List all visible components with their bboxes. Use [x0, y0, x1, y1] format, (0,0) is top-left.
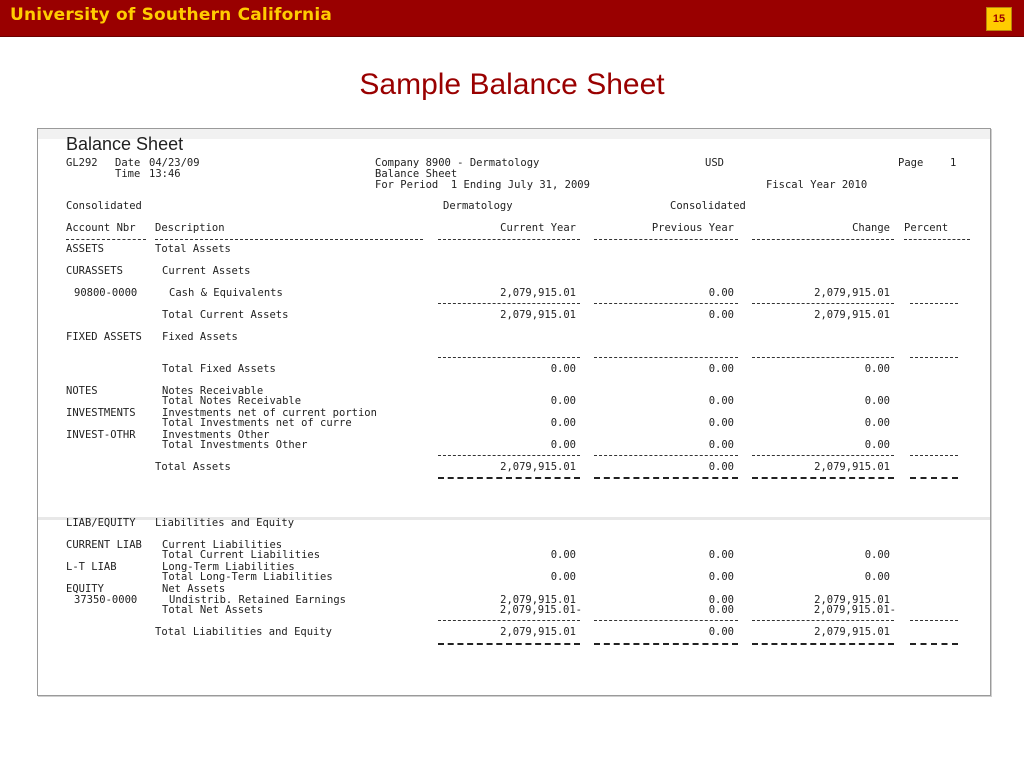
company-name: Company 8900 - Dermatology	[375, 157, 540, 169]
line-description: Investments net of current portion	[162, 407, 377, 419]
previous-year-value: 0.00	[708, 363, 734, 375]
university-wordmark: University of Southern California	[10, 5, 333, 25]
line-description: Total Current Liabilities	[162, 549, 321, 561]
subtotal-rule	[752, 620, 894, 621]
previous-year-value: 0.00	[708, 439, 734, 451]
subtotal-rule	[438, 620, 580, 621]
current-year-value: 0.00	[550, 549, 576, 561]
change-value: 0.00	[864, 363, 890, 375]
change-value: 2,079,915.01	[814, 461, 890, 473]
line-description: Current Assets	[162, 265, 251, 277]
line-description: Total Investments Other	[162, 439, 308, 451]
slide-number-badge: 15	[986, 7, 1012, 31]
subtotal-rule	[594, 357, 738, 358]
subtotal-rule	[752, 357, 894, 358]
line-description: Total Long-Term Liabilities	[162, 571, 333, 583]
header-banner	[0, 0, 1024, 37]
group-consolidated-left: Consolidated	[66, 200, 142, 212]
account-code: CURRENT LIAB	[66, 539, 142, 551]
previous-year-value: 0.00	[708, 594, 734, 606]
change-value: 0.00	[864, 395, 890, 407]
subtotal-rule	[910, 303, 958, 304]
subtotal-rule	[594, 303, 738, 304]
column-header-current-year: Current Year	[500, 222, 576, 234]
current-year-value: 2,079,915.01	[500, 287, 576, 299]
current-year-value: 0.00	[550, 571, 576, 583]
change-value: 0.00	[864, 417, 890, 429]
account-code: FIXED ASSETS	[66, 331, 142, 343]
total-double-rule	[594, 477, 738, 479]
line-description: Total Investments net of curre	[162, 417, 352, 429]
total-double-rule	[910, 477, 958, 479]
slide-title: Sample Balance Sheet	[359, 68, 665, 101]
line-description: Long-Term Liabilities	[162, 561, 295, 573]
line-description: Total Assets	[155, 461, 231, 473]
subtotal-rule	[910, 455, 958, 456]
header-rule	[438, 239, 580, 240]
report-time: 13:46	[149, 168, 181, 180]
column-header-percent: Percent	[904, 222, 949, 234]
change-value: 0.00	[864, 571, 890, 583]
account-code: L-T LIAB	[66, 561, 117, 573]
account-code: ASSETS	[66, 243, 104, 255]
line-description: Net Assets	[162, 583, 226, 595]
current-year-value: 0.00	[550, 363, 576, 375]
subtotal-rule	[910, 357, 958, 358]
change-value: 0.00	[864, 549, 890, 561]
total-double-rule	[438, 477, 580, 479]
header-rule	[752, 239, 894, 240]
current-year-value: 0.00	[550, 417, 576, 429]
account-code: 90800-0000	[74, 287, 138, 299]
total-double-rule	[594, 643, 738, 645]
current-year-value: 2,079,915.01-	[499, 604, 582, 616]
line-description: Total Fixed Assets	[162, 363, 276, 375]
current-year-value: 2,079,915.01	[500, 461, 576, 473]
account-code: 37350-0000	[74, 594, 138, 606]
total-double-rule	[752, 477, 894, 479]
header-rule	[904, 239, 970, 240]
line-description: Undistrib. Retained Earnings	[169, 594, 347, 606]
column-header-account: Account Nbr	[66, 222, 136, 234]
total-double-rule	[438, 643, 580, 645]
fiscal-year: Fiscal Year 2010	[766, 179, 868, 191]
column-header-description: Description	[155, 222, 225, 234]
previous-year-value: 0.00	[708, 395, 734, 407]
line-description: Total Assets	[155, 243, 231, 255]
subtotal-rule	[438, 303, 580, 304]
program-id: GL292	[66, 157, 98, 169]
previous-year-value: 0.00	[708, 417, 734, 429]
account-code: LIAB/EQUITY	[66, 517, 136, 529]
line-description: Liabilities and Equity	[155, 517, 295, 529]
subtotal-rule	[910, 620, 958, 621]
current-year-value: 0.00	[550, 439, 576, 451]
line-description: Cash & Equivalents	[169, 287, 283, 299]
change-value: 2,079,915.01	[814, 287, 890, 299]
previous-year-value: 0.00	[708, 604, 734, 616]
subtotal-rule	[752, 455, 894, 456]
page-number: 1	[950, 157, 957, 169]
line-description: Total Current Assets	[162, 309, 289, 321]
date-label: Date	[115, 157, 141, 169]
current-year-value: 2,079,915.01	[500, 594, 576, 606]
report-period: For Period 1 Ending July 31, 2009	[375, 179, 590, 191]
line-description: Current Liabilities	[162, 539, 283, 551]
currency: USD	[705, 157, 724, 169]
current-year-value: 2,079,915.01	[500, 309, 576, 321]
group-consolidated-right: Consolidated	[670, 200, 746, 212]
change-value: 2,079,915.01-	[813, 604, 896, 616]
account-code: EQUITY	[66, 583, 104, 595]
line-description: Investments Other	[162, 429, 270, 441]
change-value: 0.00	[864, 439, 890, 451]
subtotal-rule	[438, 357, 580, 358]
group-dermatology: Dermatology	[443, 200, 513, 212]
total-double-rule	[752, 643, 894, 645]
header-rule	[155, 239, 423, 240]
column-header-change: Change	[852, 222, 890, 234]
report-date: 04/23/09	[149, 157, 200, 169]
subtotal-rule	[594, 455, 738, 456]
previous-year-value: 0.00	[708, 626, 734, 638]
current-year-value: 2,079,915.01	[500, 626, 576, 638]
line-description: Fixed Assets	[162, 331, 238, 343]
previous-year-value: 0.00	[708, 549, 734, 561]
change-value: 2,079,915.01	[814, 626, 890, 638]
header-rule	[66, 239, 146, 240]
balance-sheet-report	[37, 128, 991, 696]
previous-year-value: 0.00	[708, 461, 734, 473]
previous-year-value: 0.00	[708, 309, 734, 321]
subtotal-rule	[752, 303, 894, 304]
change-value: 2,079,915.01	[814, 594, 890, 606]
report-name: Balance Sheet	[375, 168, 458, 180]
report-title: Balance Sheet	[66, 134, 184, 154]
line-description: Notes Receivable	[162, 385, 264, 397]
subtotal-rule	[438, 455, 580, 456]
account-code: INVEST-OTHR	[66, 429, 136, 441]
account-code: CURASSETS	[66, 265, 123, 277]
change-value: 2,079,915.01	[814, 309, 890, 321]
total-double-rule	[910, 643, 958, 645]
previous-year-value: 0.00	[708, 287, 734, 299]
line-description: Total Liabilities and Equity	[155, 626, 333, 638]
account-code: NOTES	[66, 385, 98, 397]
current-year-value: 0.00	[550, 395, 576, 407]
page-label: Page	[898, 157, 924, 169]
time-label: Time	[115, 168, 141, 180]
account-code: INVESTMENTS	[66, 407, 136, 419]
subtotal-rule	[594, 620, 738, 621]
header-rule	[594, 239, 738, 240]
line-description: Total Notes Receivable	[162, 395, 302, 407]
line-description: Total Net Assets	[162, 604, 264, 616]
previous-year-value: 0.00	[708, 571, 734, 583]
column-header-previous-year: Previous Year	[651, 222, 734, 234]
